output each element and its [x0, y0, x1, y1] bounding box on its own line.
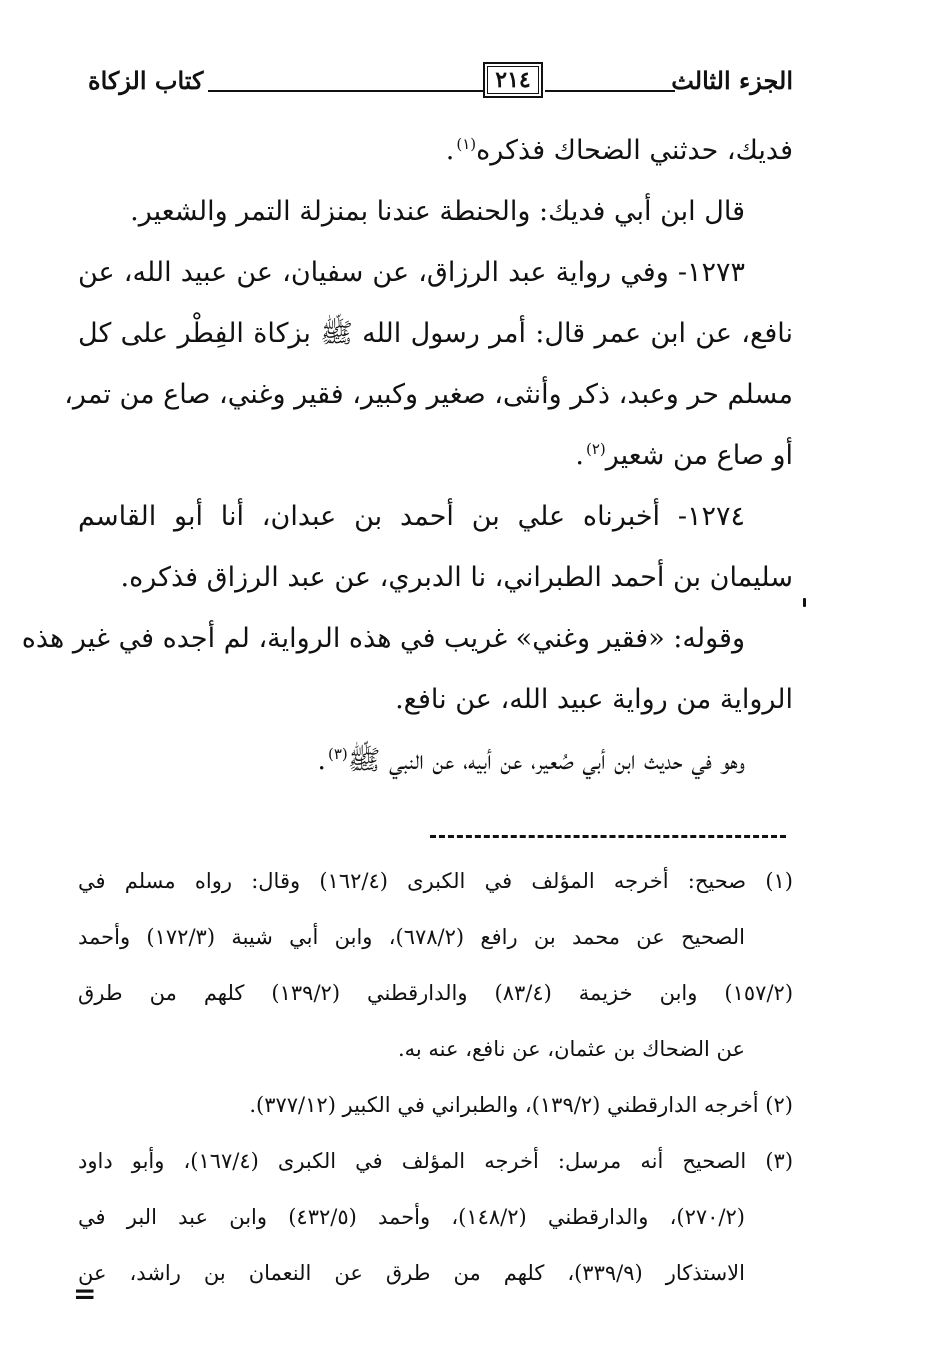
text-line: مسلم حر وعبد، ذكر وأنثى، صغير وكبير، فقير وغني، صاع من تمر،	[64, 379, 793, 410]
text-line: وقوله: «فقير وغني» غريب في هذه الرواية، لم أجده في غير هذه	[21, 623, 745, 654]
volume-title: الجزء الثالث	[671, 66, 793, 95]
page-number-box	[483, 62, 543, 98]
text-line: أو صاع من شعير$^{(٢)}$.	[575, 440, 793, 471]
book-title: كتاب الزكاة	[88, 66, 204, 95]
hadith-1273-line: ١٢٧٣- وفي رواية عبد الرزاق، عن سفيان، عن عبيد الله، عن	[78, 257, 745, 288]
footnote-separator	[430, 835, 786, 838]
text-line: سليمان بن أحمد الطبراني، نا الدبري، عن عبد الرزاق فذكره.	[120, 562, 793, 593]
header-rule-right	[545, 90, 675, 92]
text-line: نافع، عن ابن عمر قال: أمر رسول الله ﷺ بزكاة الفِطْر على كل	[78, 318, 793, 349]
footnote-line: (٣) الصحيح أنه مرسل: أخرجه المؤلف في الكبرى (١٦٧/٤)، وأبو داود	[78, 1149, 794, 1173]
text-line: الرواية من رواية عبيد الله، عن نافع.	[395, 684, 793, 715]
page-number: ٢١٤	[487, 66, 539, 94]
hadith-1274-line: ١٢٧٤- أخبرناه علي بن أحمد بن عبدان، أنا أبو القاسم	[78, 501, 745, 532]
text-line: قال ابن أبي فديك: والحنطة عندنا بمنزلة التمر والشعير.	[130, 196, 745, 227]
footnote-ref: (١)	[456, 135, 477, 153]
text-line: وهو في حديث ابن أبي صُعير، عن أبيه، عن النبي ﷺ$^{(٣)}$.	[317, 745, 745, 776]
footnote-line: عن الضحاك بن عثمان، عن نافع، عنه به.	[397, 1037, 745, 1061]
text-line: فديك، حدثني الضحاك فذكره$^{(١)}$.	[445, 135, 793, 166]
footnote-line: (١) صحيح: أخرجه المؤلف في الكبرى (١٦٢/٤) وقال: رواه مسلم في	[78, 869, 793, 893]
footnote-line: (١٥٧/٢) وابن خزيمة (٨٣/٤) والدارقطني (١٣٩/٢) كلهم من طرق	[78, 981, 794, 1005]
footnote-line: الصحيح عن محمد بن رافع (٦٧٨/٢)، وابن أبي شيبة (١٧٢/٣) وأحمد	[78, 925, 746, 949]
main-text	[21, 120, 793, 791]
footnotes	[78, 853, 793, 1301]
header-rule-left	[208, 90, 483, 92]
footnote-ref: (٢)	[585, 440, 606, 458]
page-header	[78, 62, 793, 106]
footnote-line: (٢) أخرجه الدارقطني (١٣٩/٢)، والطبراني في الكبير (٣٧٧/١٢).	[249, 1093, 793, 1117]
continuation-mark: =	[73, 1277, 97, 1310]
margin-mark	[803, 598, 806, 607]
footnote-line: (٢٧٠/٢)، والدارقطني (١٤٨/٢)، وأحمد (٤٣٢/٥) وابن عبد البر في	[78, 1205, 745, 1229]
footnote-ref: (٣)	[327, 745, 348, 763]
footnote-line: الاستذكار (٣٣٩/٩)، كلهم من طرق عن النعمان بن راشد، عن	[78, 1261, 745, 1285]
